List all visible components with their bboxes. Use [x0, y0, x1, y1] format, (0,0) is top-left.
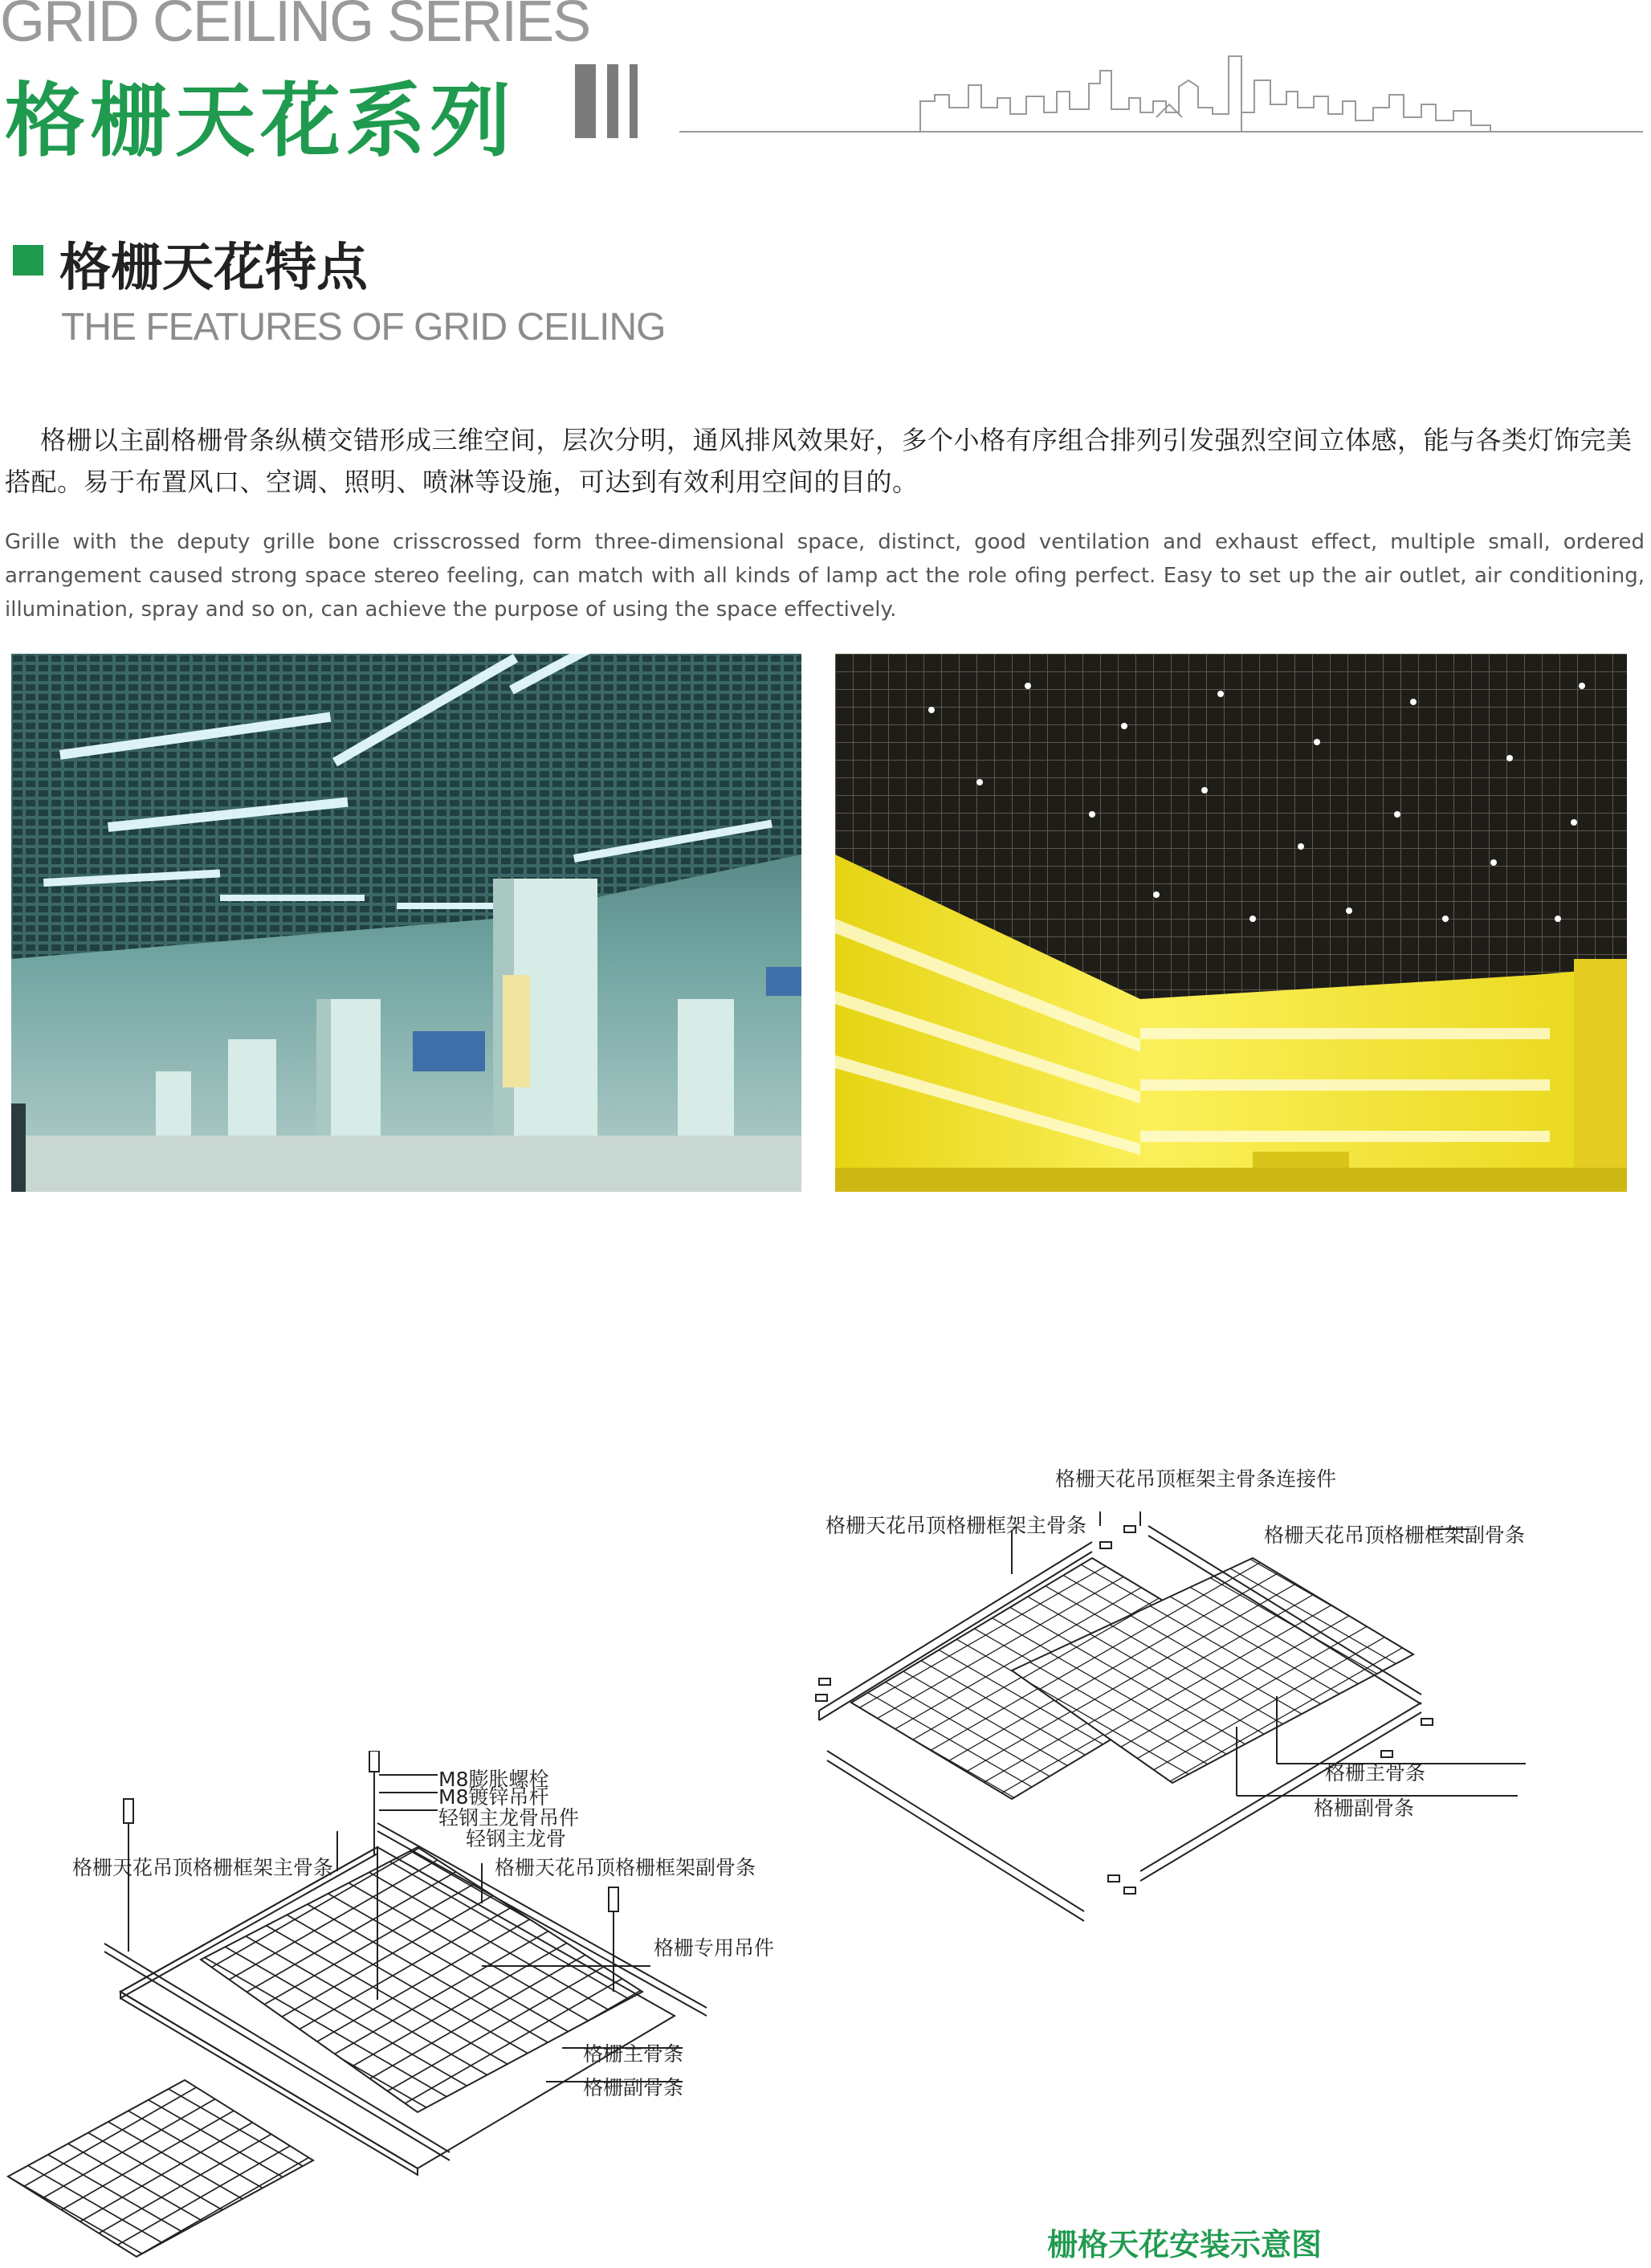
diagram-caption: 栅格天花安装示意图	[1047, 2227, 1323, 2262]
series-title-en: GRID CEILING SERIES	[0, 0, 590, 54]
label-special-hanger: 格栅专用吊件	[654, 1936, 775, 1960]
label-m8-expansion-bolt: M8膨胀螺栓	[438, 1768, 549, 1791]
diagram-ceiling-installation	[0, 1751, 723, 2265]
diagram-frame-assembly	[803, 1510, 1606, 1976]
section-title-en: THE FEATURES OF GRID CEILING	[61, 306, 666, 349]
description-cn: 格栅以主副格栅骨条纵横交错形成三维空间，层次分明，通风排风效果好，多个小格有序组合排列引发强烈空间立体感，能与各类灯饰完美搭配。易于布置风口、空调、照明、喷淋等设施，可达到有效利用空间的目的。	[5, 425, 1633, 497]
label-sub-bar-right: 格栅副骨条	[1314, 1797, 1415, 1820]
label-main-bar-right: 格栅主骨条	[1325, 1761, 1426, 1785]
label-frame-sub-bar-right: 格栅天花吊顶格栅框架副骨条	[1264, 1524, 1526, 1547]
section-marker	[13, 245, 43, 275]
label-m8-galvanized-rod: M8镀锌吊杆	[438, 1785, 549, 1809]
decorative-bars	[575, 64, 638, 138]
city-skyline-decoration	[679, 24, 1643, 137]
label-frame-main-bar-right: 格栅天花吊顶格栅框架主骨条	[826, 1514, 1087, 1537]
description-en: Grille with the deputy grille bone crisscrossed form three-dimensional space, distinct, good ventilation and exhaust effect, multiple small, ordered arrangement caused strong space stereo feeling, can match with all kinds of lamp act the role ofing perfect. Easy to set up the air outlet, air conditioning, illumination, spray and so on, can achieve the purpose of using the space effectively.	[5, 530, 1645, 622]
photo-station-grid-ceiling	[11, 654, 801, 1192]
label-keel-hanger: 轻钢主龙骨吊件	[438, 1806, 580, 1829]
label-main-bar-left: 格栅主骨条	[583, 2042, 684, 2066]
label-light-steel-keel: 轻钢主龙骨	[466, 1827, 567, 1850]
section-title-cn: 格栅天花特点	[59, 239, 368, 298]
label-frame-connector: 格栅天花吊顶框架主骨条连接件	[1055, 1467, 1337, 1491]
label-frame-sub-bar-left: 格栅天花吊顶格栅框架副骨条	[495, 1856, 756, 1879]
series-title-cn: 格栅天花系列	[5, 74, 516, 168]
label-sub-bar-left: 格栅副骨条	[583, 2076, 684, 2099]
label-frame-main-bar-left: 格栅天花吊顶格栅框架主骨条	[72, 1856, 334, 1879]
photo-yellow-wall-grid-ceiling	[835, 654, 1627, 1192]
